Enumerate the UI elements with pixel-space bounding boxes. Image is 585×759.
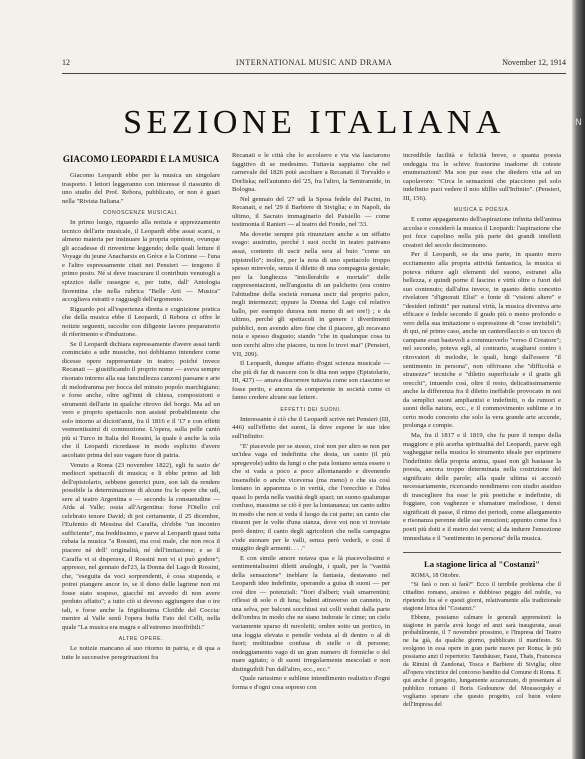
article-paragraph: Se il Leopardi dichiara espressamente d'avere assai tardi cominciato a udir musiche, noi dobbiamo intendere come dicesse opere rappresentate in teatro; poiché invece Recanati — giustificando il proprio nome — aveva sempre risonato intorno alla sua fanciullezza canzoni paesane e arie di melodramma per bocca del minuto popolo marchigiano; e forse anche, oltre agl'inni di chiesa, composizioni e strumenti dell'arte in qualche ritrovo del borgo. Ma ad un vero e proprio spettacolo non assisté probabilmente che solo intorno ai diciott'anni, fra il 1816 e il '17 e con effetti veementissimi di commozione. L'opera, sulla pelle cantò più si Turco in Italia del Rossini, la quale è anche la sola che il Leopardi ricordasse in modo esplicito d'avere ascoltato prima del suo vagare fuor di patria. bbox=[62, 340, 220, 459]
article-paragraph: "Si farà o non si farà?" Ecco il terribile problema che il cittadino romano, ansioso e dubbioso peggio del nubile, va ripetendo fra sé e questi giorni, relativamente alla tradizionale stagione lirica del "Costanzi." bbox=[403, 581, 561, 612]
subheading: ALTRE OPERE. bbox=[118, 636, 164, 643]
article-paragraph: Venuto a Roma (23 novembre 1822), egli fu sazio de' mediocri spettacoli di musica; e li ebbe primo ad lidi dell'epistolario, sebbene generici pure, son tali da rendere possibile la determinazione di alcune fra le opere che udì, sere al teatro Argentina e — secondo la consuetudine — Aïda al Valle; ossia all'Argentina: forse l'Otello col celebrato tenore David; di poi certamente, il 25 dicembre, l'Eufemio di Messina del Caraffa, ch'ebbe "un incontro sufficiente", ma freddissimo, e parve al Leopardi quasi tutta rubata la musica "a Rossini, ma così male, che non reca il piacere né dell' originalità, né dell'imitazione; e se il Caraffa vi si disperava, il Rossini non vi si può godere"; appresso, nel gennaio del'23, la Donna del Lago di Rossini, che, "eseguita da voci sorprendenti, è cosa stupenda, e potrei piangere ancor io, se il dono delle lagrime non mi fosse stato sospeso, giacché mi avvedo di non avere perduto affatto"; a tutto ciò si devono aggiungere due o tre tali, e forse anche la frigidissima Clotilde del Coccia: mentre al Valle sentì l'opera buffa Fato del Celli, nella quale "La musica era magra e all'estremo insoffribili." bbox=[62, 461, 220, 631]
article-paragraph: Il Leopardi, dunque affatto d'ogni scienza musicale — che più di far di nascere con le dita non seppe (Epistolario, III, 427) — amava discorrere tuttavia come son ciascuno se fosse perito, e ancora da competente in società come ci fanno credere alcune sue lettere. bbox=[232, 360, 390, 402]
column-1 bbox=[62, 152, 220, 752]
dateline: ROMA, 18 Ottobre. bbox=[411, 573, 461, 580]
article-paragraph: Ma dovette sempre più rinunziare anche a un siffatto svago: austruito, perché i suoi occhi in teatro pativano assai, contento di uscir nella sera al buio "come un pipistrello"; inoltre, per la noia di uno spettacolo troppo spesso mirevole, senza il diletto di una compagnia geniale; per la lunghezza "intollerabile e mortale" delle rappresentazioni, nell'angustia di un palchetto (era contro l'abitudine della società romana uscir dal proprio palco, negli intermezzi; eppure la Donna del Lago col relativo ballo, per esempio durava non meno di sei ore!) ; e da ultimo, perché gli spettacoli in genere i divertimenti pubblici, non avendo altro fine che il piacere, gli recavano noia e spesso disgusto; stando "che in qualunque cosa tu non cerchi altro che piacere, tu non lo trovi mai" (Pensieri, VII, 209). bbox=[232, 230, 390, 358]
column-3 bbox=[403, 152, 561, 752]
article-title: La stagione lirica al "Costanzi" bbox=[423, 559, 540, 570]
article-paragraph: Nel gennaio del '27 udì la Sposa fedele del Pacini, in Recanati, e nel '29 il Barbiere di Siviglia; e in Napoli, da ultimo, il Sacrato immaginario del Paisiello — come testimonia il Ranieri — al teatro del Fondo, nel '33. bbox=[232, 195, 390, 229]
article-paragraph: incredibile facilità e felicità breve, e quanta poesia ondeggia tra le schive frastorine inadorne di coteste enumerazioni! Ma son pur esse che diedero vita ad un capolavoro: "Circa le sensazioni che piacciono pel solo indefinito puoi vedere il mio idillio sull'Infinito". (Pensieri, III, 156). bbox=[403, 152, 561, 202]
article-paragraph: Le notizie mancano al suo ritorno in patria, e di qua a tutte le successive peregrinazioni fra bbox=[62, 645, 220, 661]
subheading: MUSICA E POESIA. bbox=[453, 207, 511, 214]
issue-date: November 12, 1914 bbox=[502, 58, 566, 67]
article-paragraph: E con simile amore notava qua e là piacevolissimi e sentimentalissimi diletti analoghi, i quali, per la "vastità della sensazione" ineblare la fantasia, destavano nel Leopardi idee indefinite, operando a guisa di suoni — per così dire — potenziali: "fiori d'alberi; viali smarrentini; riflessi di sole o di luna; baleni attraverso un canneto, in una selva, per balconi socchiusi sui colli veduti dalla parte dell'ombra in modo che ne siano indorate le cime; un cielo variamente sparso di nuvoletti; ombre sotto un portico, in una loggia elevata e pensile veduta al di dentro o al di fuori; moltitudine confusa di stelle o di persone; ondeggiamento vago di un gran numero di formiche o del mare agitato; o di suoni irregolarmente mescolati e non distinguibili l'un dall'altro, ecc., ecc." bbox=[232, 554, 390, 673]
section-title: SEZIONE ITALIANA bbox=[123, 104, 505, 141]
article-paragraph: E come appagamento dell'aspirazione infinita dell'anima accolse e considerò la musica il Leopardi: l'aspirazione che poi fece capolino nella più parte dei grandi intelletti creatori del secolo decimonono. bbox=[403, 216, 561, 249]
article-paragraph: Ebbene, possiamo calmare le generali apprensioni: la stagione in parola avrà luogo ed anzi sarà inaugurata, assai probabilmente, il 7 novembre prossimo, e l'Impresa del Teatro ne ha già, da qualche giorno, pubblicato il manifesto. Si svolgono in essa opere in gran parte nuove per Roma; le più possiamo anzi il repertorio: Tannhäuser, Faust, Thaïs, Francesca da Rimini di Zandonai, Tosca e Barbiere di Siviglia; oltre all'opera vincitrice del concorso bandito dal Comune di Roma. E qui anche il progetto, lungamente accarezzato, di presentare al pubblico romano il Boris Godounow del Moussorgsky e vogliamo sperare che questo progetto, col buon volere dell'Impresa del bbox=[403, 614, 561, 708]
page-number: 12 bbox=[62, 58, 70, 67]
article-paragraph: "E' piacevole per se stesso, cioè non per altro se non per un'idea vaga ed indefinita che desta, un canto (il più spregevole) udito da lungi o che paia lontano senza essere o che si vada a poco a poco allontanando e divenendo insensibile o anche viceversa (ma meno) o che sia così lontano in apparenza o in verità, che l'orecchio e l'idea quasi lo perda nella vastità degli spazi; un suono qualunque confuso, massime se ciò è per la lontananza; un canto udito in modo che non si veda il luogo da cui parte; un canto che risuoni per le volte d'una stanza, dove voi non vi troviate però dentro; il canto degli agricoltori che nella campagna s'ode suonare per le valli, senza però vederli, e così il muggito degli armenti. . . ." bbox=[232, 442, 390, 553]
article-paragraph: Per il Leopardi, se da una parte, in quanto mero eccitamento alla propria attività fantastica, la musica si poteva ridurre agli elementi del suono, estranei alla bellezza, e quindi porne il fascino e virtù oltre o fuori del suo contenuto; dall'altra invece, in quanto detto concetto rivelatore "d'ignorati Elisi" e fonte di "visioni altere" e "desideri infiniti" per natural virtù, la musica diveniva arte efficace e fedele secondo il grado più o meno profondo e vero della sua imitazione o espressione di "cose invisibili"; di qui, né primo caso, anche un canterellaccio o un tocco di campane eran bastevoli a commuoverlo "verso il Creatore"; nel secondo, poteva egli, al contrario, scagliarsi contro i ritrovatori di melodie, le quali, lungi dall'essere "il sentimento in persona", non offrivano che "difficoltà e stranezze" tecniche e "diletto superficiale e il gratis gli orecchi", intuendo così, oltre il resto, delicatissimamente anche la differenza fra il diletto ineffabile provocato in noi da semplici suoni ampliantisi e indefiniti, o da rumori e suoni della natura, ecc., e il commovimento sublime e in certo modo concreto che solo la vera grande arte accende, prolunga e compie. bbox=[403, 251, 561, 430]
edge-mark: N bbox=[575, 118, 582, 128]
article-divider bbox=[403, 552, 561, 553]
article-title: GIACOMO LEOPARDI E LA MUSICA bbox=[62, 154, 220, 164]
article-paragraph: In primo luogo, riguardo alla notizia e apprezzamento tecnico dell'arte musicale, il Leopardi ebbe assai scarsi, o almeno materia per insinuare la propria opinione, ovunque gli accadesse di rinvenirne leggendo; delle quali letture il Voyage du jeune Anacharsis en Grèce e la Corinne — l'una e l'altro espressamente citati nei Pensieri — tengono il primo posto. Né si deve trascurare il contributo venutogli a spizzico dalle rassegne e, per tutte, dall' Antologia fiorentina che nella rubrica "Belle Arti — Musica" accogliava estratti e ragguagli dell'argomento. bbox=[62, 219, 220, 304]
column-2 bbox=[232, 152, 390, 752]
article-paragraph: Ma, fra il 1817 e il 1819, che fu pure il tempo della maggiore e più acerba spiritualità del Leopardi, parve egli vagheggiar nella musica lo strumento ideale per esprimere l'indefinito della propria anima, quasi non gli bastasse la poesia, ancora troppo determinata nella costrizione del significato delle parole; alla quale ultima si accostò necessariamente, ricercando nondimeno con studio assiduo di trascegliere fra esse le più poetiche e indefinite, di foggiare, con vaghezze e sfumature melodiose, i densi significati di passe, il ritmo dei periodi, come allargamento e risonanza perenne delle sue emozioni; appunto come fra i poeti più dotti e il metro dei versi; al da indurre l'emozione immediata e il "sentimento in persona" della musica. bbox=[403, 431, 561, 542]
page-edge bbox=[572, 0, 585, 759]
article-paragraph: Quale rarissimo e sublime intendimento realistico d'ogni forma e d'ogni cosa sopreso con bbox=[232, 675, 390, 691]
article-paragraph: Giacomo Leopardi ebbe per la musica un singolare trasporto. I lettori leggeranno con interesse il riassunto di uno studio del Prof. Rebora, pubblicato, or non è guari nella "Rivista Italiana." bbox=[62, 172, 220, 205]
running-header bbox=[62, 58, 566, 70]
subheading: EFFETTI DEI SUONI. bbox=[280, 406, 342, 413]
article-paragraph: Riguardo poi all'esperienza diretta e cognizione pratica che della musica ebbe il Leopardi, il Rebora ci offre le notizie seguenti, raccolte con diligente lavoro preparatorio di riferimento e d'induzione. bbox=[62, 305, 220, 339]
article-paragraph: Interessante è ciò che il Leopardi scrive nei Pensieri (III, 446) sull'effetto dei suoni, là dove espone le sue idee sull'infinito: bbox=[232, 415, 390, 440]
magazine-title: INTERNATIONAL MUSIC AND DRAMA bbox=[235, 58, 393, 67]
header-rule bbox=[62, 73, 566, 74]
subheading: CONOSCENZE MUSICALI. bbox=[103, 210, 179, 217]
article-paragraph: Recanati e le città che lo accolsero e via via lasciarono faggitivo di se medesimo. Tuttavia sappiamo che nel carnevale del 1826 potè ascoltare a Recanati il Torvaldo e Dorliska; nell'autunno del '25, fra l'altro, la Semiramide, in Bologna. bbox=[232, 152, 390, 194]
